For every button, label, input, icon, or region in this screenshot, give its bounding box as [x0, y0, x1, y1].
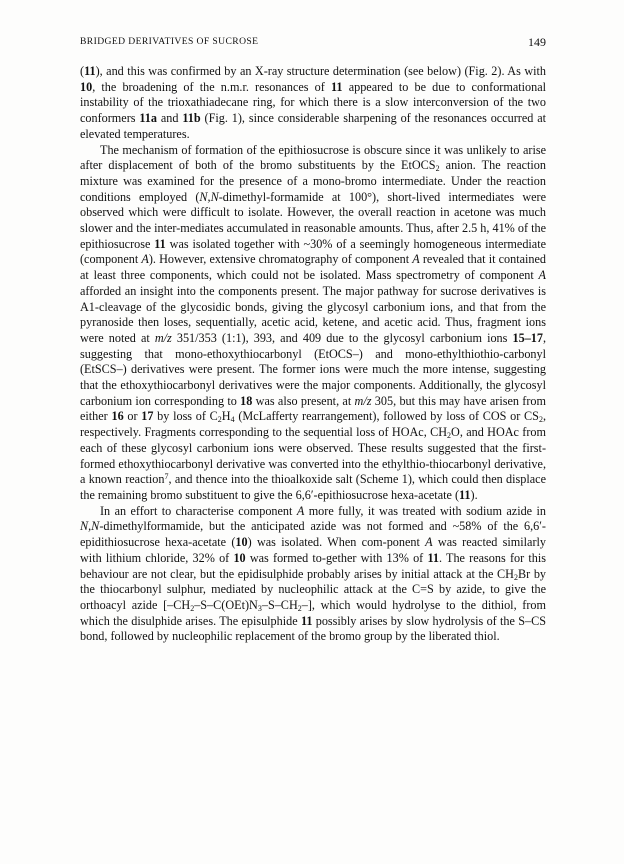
paragraph-2	[80, 143, 546, 504]
text-run: or	[123, 409, 142, 424]
text-run: 351/353 (1:1), 393, and 409 due to the glycosyl carbonium ions	[171, 330, 513, 345]
paragraph-1	[80, 64, 546, 143]
italic-term: A	[412, 252, 420, 267]
italic-term: m/z	[354, 393, 372, 408]
compound-number: 10	[233, 550, 246, 565]
text-run: and	[156, 111, 183, 126]
subscript: 2	[190, 603, 195, 613]
text-run: was reacted similarly with lithium chloride, 32% of	[80, 535, 546, 565]
text-run: (McLafferty rearrangement), followed by loss of COS or CS	[234, 409, 539, 424]
running-head: BRIDGED DERIVATIVES OF SUCROSE	[80, 36, 259, 47]
italic-term: A	[425, 535, 433, 550]
text-run: (	[80, 64, 85, 78]
compound-number: 11a	[139, 111, 157, 126]
compound-number: 11b	[182, 111, 201, 126]
compound-number: 15–17	[512, 330, 543, 345]
text-run: , the broadening of the n.m.r. resonances of	[92, 79, 332, 94]
paragraph-3	[80, 504, 546, 645]
text-run: revealed that it contained at least three components, which could not be isolated. Mass spectrometry of component	[80, 252, 547, 283]
text-run: more fully, it was treated with sodium azide in	[304, 503, 546, 518]
text-run: appeared to be due to conformational instability of the trioxathiadecane ring, for which there is a slow interconversion of the two conformers	[80, 79, 546, 126]
page-number: 149	[528, 35, 546, 49]
text-run: , and thence into the thioalkoxide salt (Scheme 1), which could then displace the remaining bromo substituent to give the 6,6′-epithiosucrose hexa-acetate (	[80, 472, 546, 502]
text-run: ) was isolated. When com-ponent	[247, 535, 426, 550]
compound-number: 17	[141, 409, 154, 424]
italic-term: N,N	[80, 519, 100, 534]
body-text	[80, 64, 546, 645]
text-run: ).	[470, 487, 478, 502]
text-run: –S–C(OEt)N	[194, 597, 258, 612]
text-run: H	[221, 409, 231, 424]
subscript: 2	[513, 572, 518, 582]
compound-number: 10	[80, 79, 93, 94]
text-run: –S–CH	[261, 597, 298, 612]
text-run: -dimethylformamide, but the anticipated azide was not formed and ~58% of the 6,6′-epidithiosucrose hexa-acetate (	[80, 519, 546, 550]
text-run: . The reasons for this behaviour are not clear, but the epidisulphide probably arises by initial attack at the CH	[80, 550, 546, 581]
text-run: In an effort to characterise component	[100, 503, 297, 518]
superscript: 7	[164, 472, 169, 482]
text-run: (Fig. 1), since considerable sharpening of the resonances occurred at elevated temperatures.	[80, 111, 546, 141]
italic-term: m/z	[154, 330, 172, 345]
text-run: –], which would hydrolyse to the dithiol, from which the disulphide arises. The episulphide	[80, 597, 546, 628]
compound-number: 11	[300, 613, 313, 628]
text-run: ). However, extensive chromatography of component	[148, 252, 413, 267]
text-run: 305, but this may have arisen from either	[80, 393, 546, 424]
compound-number: 16	[111, 409, 124, 424]
subscript: 2	[435, 164, 440, 174]
text-run: , respectively. Fragments corresponding to the sequential loss of HOAc, CH	[80, 409, 547, 440]
text-run: was formed to-gether with 13% of	[245, 550, 428, 565]
compound-number: 11	[459, 487, 471, 502]
text-run: , suggesting that mono-ethoxythiocarbonyl (EtOCS–) and mono-ethylthiothio-carbonyl (EtSCS–) derivatives were present. The former ions were much the more intense, suggesting that the ethoxythiocarbonyl derivatives were the major components. Additionally, the glycosyl carbonium ion corresponding to	[80, 330, 547, 408]
subscript: 2	[217, 415, 222, 425]
text-run: was isolated together with ~30% of a seemingly homogeneous intermediate (component	[80, 236, 547, 267]
text-run: by loss of C	[153, 409, 218, 424]
page-header	[80, 36, 546, 52]
compound-number: 11	[84, 64, 96, 78]
text-run: was also present, at	[252, 393, 355, 408]
text-run: O, and HOAc from each of these glycosyl carbonium ions were observed. These results suggested that the first-formed ethoxythiocarbonyl derivative was converted into the ethylthio-thiocarbonyl derivative, a known reaction	[80, 425, 546, 487]
subscript: 4	[230, 415, 235, 425]
italic-term: N,N	[199, 189, 219, 204]
italic-term: A	[538, 268, 546, 283]
compound-number: 11	[154, 236, 166, 251]
compound-number: 18	[240, 393, 253, 408]
compound-number: 11	[331, 79, 343, 94]
text-run: afforded an insight into the components present. The major pathway for sucrose derivatives is A1-cleavage of the glycosidic bonds, giving the glycosyl carbonium ions, and that from the pyranoside then loses, sequentially, acetic acid, ketene, and acetic acid. Thus, fragment ions were noted at	[80, 283, 546, 345]
compound-number: 10	[235, 535, 248, 550]
subscript: 2	[447, 431, 452, 441]
text-run: -dimethyl-formamide at 100°), short-lived intermediates were observed which were difficult to isolate. However, the overall reaction in acetone was much slower and the inter-mediates accumulated in reasonable amounts. Thus, after 2.5 h, 41% of the epithiosucrose	[80, 189, 547, 251]
text-run: anion. The reaction mixture was examined for the presence of a mono-bromo intermediate. Under the reaction conditions employed (	[80, 158, 546, 204]
text-run: The mechanism of formation of the epithiosucrose is obscure since it was unlikely to arise after displacement of both of the bromo substituents by the EtOCS	[80, 142, 546, 173]
italic-term: A	[296, 503, 305, 518]
subscript: 2	[538, 415, 543, 425]
subscript: 2	[297, 603, 302, 613]
text-run: Br by the thiocarbonyl sulphur, mediated by nucleophilic attack at the C=S by azide, to give the orthoacyl azide [–CH	[80, 566, 547, 612]
italic-term: A	[141, 252, 149, 267]
text-run: possibly arises by slow hydrolysis of the S–CS bond, followed by nucleophilic replacement of the bromo group by the liberated thiol.	[80, 613, 547, 644]
subscript: 3	[257, 603, 262, 613]
compound-number: 11	[427, 550, 439, 565]
text-run: ), and this was confirmed by an X-ray structure determination (see below) (Fig. 2). As with	[95, 64, 546, 78]
